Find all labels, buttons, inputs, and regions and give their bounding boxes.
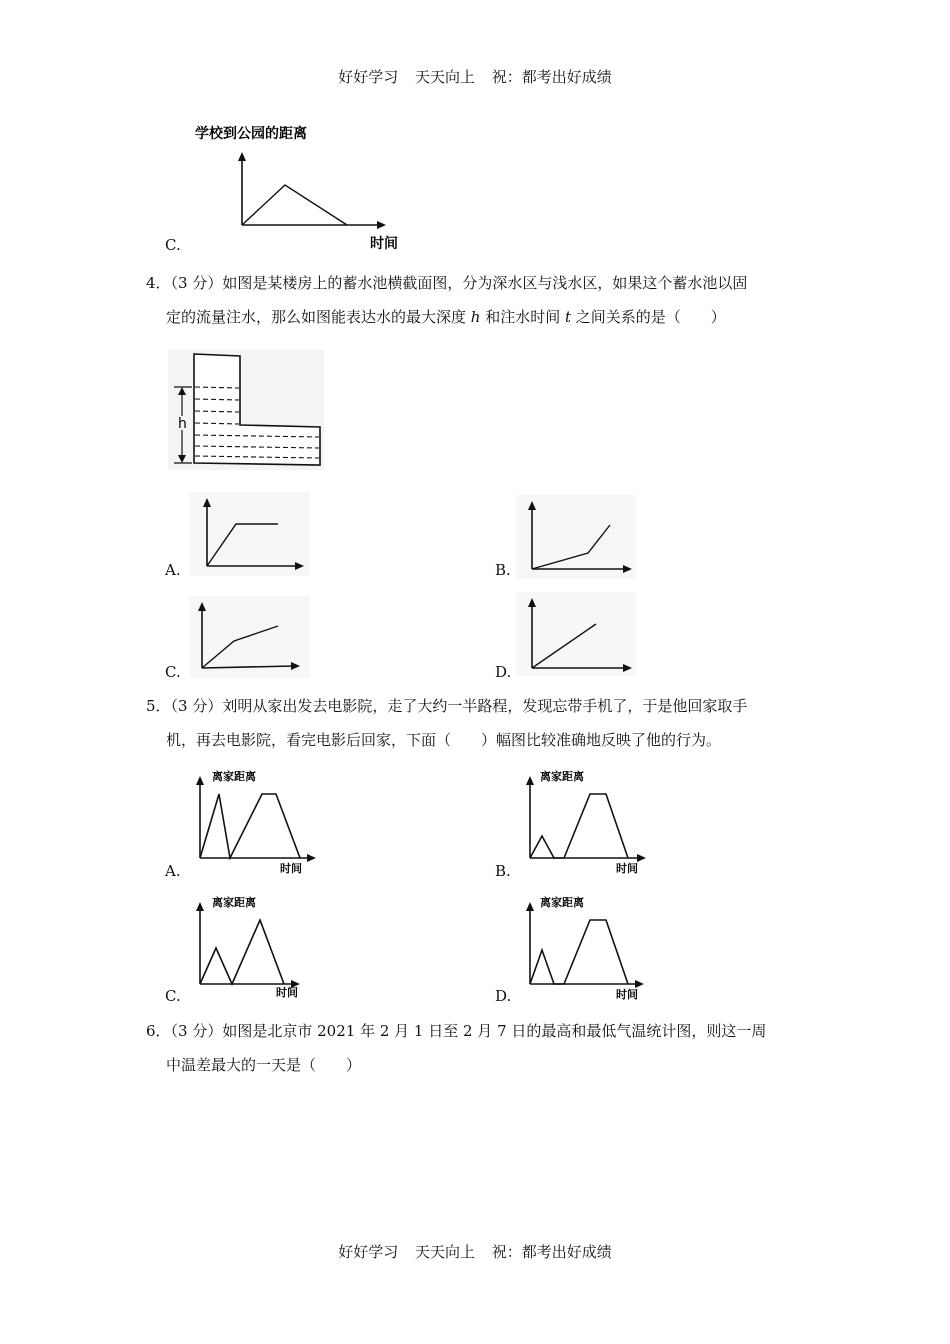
q4-option-a-graph <box>190 492 310 576</box>
q5-option-c-label[interactable]: C. <box>165 987 181 1005</box>
q4-score: （3 分） <box>170 274 223 292</box>
q5-option-d-graph <box>520 892 650 1004</box>
graph-line <box>530 920 628 984</box>
q5-option-a-label[interactable]: A. <box>165 862 181 880</box>
q6-score: （3 分） <box>170 1022 223 1040</box>
q3-option-c-graph <box>185 118 405 253</box>
q6-num: 6． <box>146 1022 171 1040</box>
q4-var-t: t <box>565 308 572 326</box>
footer-part: 好好学习 <box>338 1243 399 1261</box>
graph-line <box>200 794 300 858</box>
q5-option-c-graph <box>190 892 320 1004</box>
q5a-xlabel: 时间 <box>280 862 302 875</box>
q5-stem <box>146 689 816 757</box>
q4-option-c-graph <box>190 596 310 678</box>
q5a-ylabel: 离家距离 <box>212 770 256 783</box>
q6-text2: 中温差最大的一天是（ ） <box>166 1056 362 1074</box>
q5d-xlabel: 时间 <box>616 988 638 1001</box>
q5b-ylabel: 离家距离 <box>540 770 584 783</box>
q5-option-a-graph <box>190 766 320 878</box>
q6-text1: 如图是北京市 2021 年 2 月 1 日至 2 月 7 日的最高和最低气温统计图，则这一周 <box>222 1022 767 1040</box>
q5b-xlabel: 时间 <box>616 862 638 875</box>
q4-option-b-label[interactable]: B. <box>495 561 511 579</box>
graph-line <box>200 920 284 984</box>
x-axis-arrow <box>377 221 386 229</box>
q4-option-a-label[interactable]: A. <box>165 561 181 579</box>
footer-part: 祝：都考出好成绩 <box>491 1243 612 1261</box>
q4-text2b: 和注水时间 <box>480 308 565 326</box>
q4-text1: 如图是某楼房上的蓄水池横截面图，分为深水区与浅水区，如果这个蓄水池以固 <box>222 274 748 292</box>
footer-part: 天天向上 <box>414 1243 475 1261</box>
header-part: 天天向上 <box>414 68 475 86</box>
page-header <box>0 66 950 87</box>
q5-option-b-graph <box>520 766 650 878</box>
header-part: 好好学习 <box>338 68 399 86</box>
q4-stem <box>146 266 816 334</box>
header-part: 祝：都考出好成绩 <box>491 68 612 86</box>
q3c-xlabel: 时间 <box>370 236 398 252</box>
q6-stem <box>146 1014 816 1082</box>
q5c-xlabel: 时间 <box>276 986 298 999</box>
q5d-ylabel: 离家距离 <box>540 896 584 909</box>
graph-line <box>530 794 628 858</box>
q4-num: 4． <box>146 274 171 292</box>
q4-var-h: h <box>470 308 481 326</box>
h-label: h <box>178 416 187 432</box>
q5-score: （3 分） <box>170 697 223 715</box>
q3c-ylabel: 学校到公园的距离 <box>195 126 307 142</box>
page-footer <box>0 1241 950 1262</box>
q5-num: 5． <box>146 697 171 715</box>
q5-option-d-label[interactable]: D. <box>495 987 512 1005</box>
q3-option-c-label: C. <box>165 236 181 254</box>
q5-option-b-label[interactable]: B. <box>495 862 511 880</box>
q4-text2a: 定的流量注水，那么如图能表达水的最大深度 <box>166 308 471 326</box>
q5c-ylabel: 离家距离 <box>212 896 256 909</box>
q4-tank-figure <box>168 350 328 472</box>
q4-option-d-label[interactable]: D. <box>495 663 512 681</box>
q4-text2c: 之间关系的是（ ） <box>571 308 726 326</box>
distance-line <box>242 185 347 225</box>
q4-option-b-graph <box>516 495 636 579</box>
q4-option-c-label[interactable]: C. <box>165 663 181 681</box>
y-axis-arrow <box>238 152 246 161</box>
q5-text2: 机，再去电影院，看完电影后回家，下面（ ）幅图比较准确地反映了他的行为。 <box>166 731 722 749</box>
q4-option-d-graph <box>516 592 636 676</box>
q5-text1: 刘明从家出发去电影院，走了大约一半路程，发现忘带手机了，于是他回家取手 <box>222 697 748 715</box>
